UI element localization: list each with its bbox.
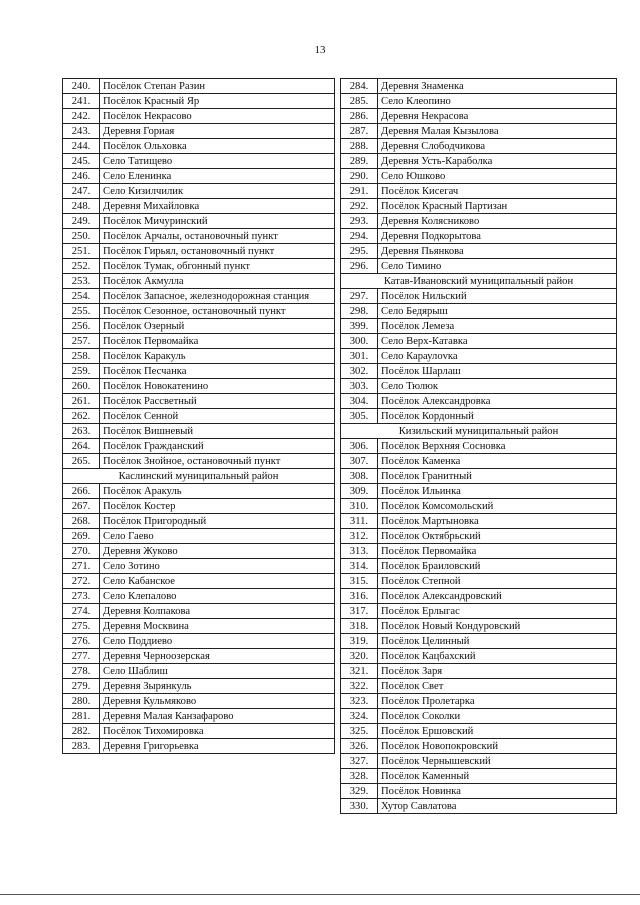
row-number: 246. xyxy=(63,169,100,184)
settlement-name: Посёлок Красный Яр xyxy=(100,94,335,109)
settlement-name: Деревня Михайловка xyxy=(100,199,335,214)
table-row xyxy=(341,364,617,379)
table-row xyxy=(341,529,617,544)
table-row xyxy=(63,544,335,559)
table-row xyxy=(63,664,335,679)
row-number: 261. xyxy=(63,394,100,409)
row-number: 326. xyxy=(341,739,378,754)
table-row xyxy=(63,649,335,664)
table-row xyxy=(63,139,335,154)
settlement-name: Посёлок Аракуль xyxy=(100,484,335,499)
row-number: 295. xyxy=(341,244,378,259)
row-number: 329. xyxy=(341,784,378,799)
table-row xyxy=(63,559,335,574)
row-number: 248. xyxy=(63,199,100,214)
table-row xyxy=(341,544,617,559)
row-number: 287. xyxy=(341,124,378,139)
settlement-name: Деревня Малая Кызылова xyxy=(378,124,617,139)
settlement-name: Деревня Колпакова xyxy=(100,604,335,619)
settlement-name: Посёлок Знойное, остановочный пункт xyxy=(100,454,335,469)
row-number: 244. xyxy=(63,139,100,154)
row-number: 321. xyxy=(341,664,378,679)
settlement-name: Деревня Черноозерская xyxy=(100,649,335,664)
row-number: 258. xyxy=(63,349,100,364)
settlement-name: Посёлок Сенной xyxy=(100,409,335,424)
row-number: 312. xyxy=(341,529,378,544)
settlement-name: Село Кабанское xyxy=(100,574,335,589)
table-row xyxy=(63,364,335,379)
row-number: 399. xyxy=(341,319,378,334)
settlement-name: Деревня Москвина xyxy=(100,619,335,634)
settlement-name: Деревня Гориая xyxy=(100,124,335,139)
row-number: 285. xyxy=(341,94,378,109)
row-number: 314. xyxy=(341,559,378,574)
settlement-name: Деревня Жуково xyxy=(100,544,335,559)
settlement-name: Село Поддиево xyxy=(100,634,335,649)
settlement-name: Посёлок Первомайка xyxy=(100,334,335,349)
settlements-table-right xyxy=(340,78,617,814)
table-row xyxy=(63,739,335,754)
table-row xyxy=(341,169,617,184)
row-number: 263. xyxy=(63,424,100,439)
settlement-name: Село Шаблиш xyxy=(100,664,335,679)
settlement-name: Посёлок Запасное, железнодорожная станция xyxy=(100,289,335,304)
table-row xyxy=(63,319,335,334)
row-number: 289. xyxy=(341,154,378,169)
row-number: 293. xyxy=(341,214,378,229)
row-number: 330. xyxy=(341,799,378,814)
settlement-name: Посёлок Новинка xyxy=(378,784,617,799)
settlement-name: Посёлок Александровский xyxy=(378,589,617,604)
settlement-name: Деревня Зырянкуль xyxy=(100,679,335,694)
settlement-name: Село Клепалово xyxy=(100,589,335,604)
row-number: 259. xyxy=(63,364,100,379)
row-number: 282. xyxy=(63,724,100,739)
table-row xyxy=(63,604,335,619)
settlement-name: Деревня Знаменка xyxy=(378,79,617,94)
settlement-name: Посёлок Новокатенино xyxy=(100,379,335,394)
row-number: 316. xyxy=(341,589,378,604)
row-number: 323. xyxy=(341,694,378,709)
settlement-name: Посёлок Гирьял, остановочный пункт xyxy=(100,244,335,259)
row-number: 297. xyxy=(341,289,378,304)
row-number: 311. xyxy=(341,514,378,529)
table-row xyxy=(63,109,335,124)
settlement-name: Село Кизилчилик xyxy=(100,184,335,199)
settlement-name: Посёлок Первомайка xyxy=(378,544,617,559)
settlement-name: Посёлок Лемеза xyxy=(378,319,617,334)
settlement-name: Посёлок Акмулла xyxy=(100,274,335,289)
settlement-name: Посёлок Сезонное, остановочный пункт xyxy=(100,304,335,319)
settlement-name: Село Юшково xyxy=(378,169,617,184)
row-number: 318. xyxy=(341,619,378,634)
row-number: 281. xyxy=(63,709,100,724)
settlement-name: Посёлок Степан Разин xyxy=(100,79,335,94)
settlement-name: Посёлок Новопокровский xyxy=(378,739,617,754)
settlement-name: Хутор Савлатова xyxy=(378,799,617,814)
settlement-name: Посёлок Браиловский xyxy=(378,559,617,574)
row-number: 313. xyxy=(341,544,378,559)
table-row xyxy=(341,469,617,484)
settlement-name: Посёлок Пролетарка xyxy=(378,694,617,709)
table-row xyxy=(341,79,617,94)
table-row xyxy=(341,604,617,619)
row-number: 283. xyxy=(63,739,100,754)
table-row xyxy=(341,574,617,589)
row-number: 322. xyxy=(341,679,378,694)
settlement-name: Посёлок Вишневый xyxy=(100,424,335,439)
settlement-name: Посёлок Гранитный xyxy=(378,469,617,484)
row-number: 315. xyxy=(341,574,378,589)
row-number: 296. xyxy=(341,259,378,274)
row-number: 267. xyxy=(63,499,100,514)
table-row xyxy=(63,499,335,514)
row-number: 307. xyxy=(341,454,378,469)
settlement-name: Посёлок Кацбахский xyxy=(378,649,617,664)
row-number: 251. xyxy=(63,244,100,259)
row-number: 268. xyxy=(63,514,100,529)
row-number: 291. xyxy=(341,184,378,199)
table-row xyxy=(341,634,617,649)
settlement-name: Деревня Усть-Караболка xyxy=(378,154,617,169)
table-row xyxy=(63,514,335,529)
table-row xyxy=(341,484,617,499)
table-row xyxy=(341,289,617,304)
row-number: 271. xyxy=(63,559,100,574)
footer-rule xyxy=(0,894,640,895)
row-number: 273. xyxy=(63,589,100,604)
row-number: 265. xyxy=(63,454,100,469)
row-number: 328. xyxy=(341,769,378,784)
table-row xyxy=(341,589,617,604)
settlement-name: Посёлок Песчанка xyxy=(100,364,335,379)
row-number: 319. xyxy=(341,634,378,649)
table-row xyxy=(63,169,335,184)
row-number: 305. xyxy=(341,409,378,424)
table-row xyxy=(63,199,335,214)
settlement-name: Село Еленинка xyxy=(100,169,335,184)
settlement-name: Посёлок Октябрьский xyxy=(378,529,617,544)
settlement-name: Посёлок Пригородный xyxy=(100,514,335,529)
table-row xyxy=(341,109,617,124)
table-row xyxy=(341,514,617,529)
row-number: 304. xyxy=(341,394,378,409)
row-number: 274. xyxy=(63,604,100,619)
table-row xyxy=(341,259,617,274)
settlement-name: Посёлок Целинный xyxy=(378,634,617,649)
table-row xyxy=(341,694,617,709)
settlement-name: Посёлок Верхняя Сосновка xyxy=(378,439,617,454)
row-number: 252. xyxy=(63,259,100,274)
row-number: 292. xyxy=(341,199,378,214)
table-row xyxy=(63,94,335,109)
settlement-name: Посёлок Тихомировка xyxy=(100,724,335,739)
settlement-name: Посёлок Каракуль xyxy=(100,349,335,364)
row-number: 286. xyxy=(341,109,378,124)
settlement-name: Посёлок Кордонный xyxy=(378,409,617,424)
settlement-name: Посёлок Ерлыгас xyxy=(378,604,617,619)
row-number: 275. xyxy=(63,619,100,634)
district-header: Катав-Ивановский муниципальный район xyxy=(341,274,617,289)
table-row xyxy=(341,184,617,199)
table-row xyxy=(63,304,335,319)
table-row xyxy=(63,589,335,604)
table-row xyxy=(63,454,335,469)
table-row xyxy=(341,739,617,754)
settlement-name: Деревня Пьянкова xyxy=(378,244,617,259)
table-row xyxy=(63,409,335,424)
settlement-name: Посёлок Некрасово xyxy=(100,109,335,124)
table-row xyxy=(63,79,335,94)
row-number: 277. xyxy=(63,649,100,664)
table-row xyxy=(63,724,335,739)
row-number: 256. xyxy=(63,319,100,334)
table-row xyxy=(341,784,617,799)
settlement-name: Село Гаево xyxy=(100,529,335,544)
table-row xyxy=(63,424,335,439)
row-number: 266. xyxy=(63,484,100,499)
row-number: 306. xyxy=(341,439,378,454)
table-row xyxy=(63,259,335,274)
table-row xyxy=(341,349,617,364)
row-number: 278. xyxy=(63,664,100,679)
settlement-name: Деревня Григорьевка xyxy=(100,739,335,754)
district-header: Каслинский муниципальный район xyxy=(63,469,335,484)
table-row xyxy=(63,214,335,229)
table-row xyxy=(341,154,617,169)
settlement-name: Посёлок Ильинка xyxy=(378,484,617,499)
table-row xyxy=(341,664,617,679)
settlement-name: Деревня Колясниково xyxy=(378,214,617,229)
table-row xyxy=(63,619,335,634)
row-number: 270. xyxy=(63,544,100,559)
table-row xyxy=(63,634,335,649)
settlement-name: Деревня Подкорытова xyxy=(378,229,617,244)
table-row xyxy=(63,184,335,199)
row-number: 290. xyxy=(341,169,378,184)
row-number: 303. xyxy=(341,379,378,394)
table-row xyxy=(341,94,617,109)
table-row xyxy=(63,154,335,169)
table-row xyxy=(341,394,617,409)
table-row xyxy=(63,574,335,589)
settlement-name: Посёлок Мартыновка xyxy=(378,514,617,529)
settlement-name: Посёлок Степной xyxy=(378,574,617,589)
row-number: 298. xyxy=(341,304,378,319)
district-header-row xyxy=(341,424,617,439)
row-number: 317. xyxy=(341,604,378,619)
row-number: 243. xyxy=(63,124,100,139)
settlement-name: Село Тимино xyxy=(378,259,617,274)
table-row xyxy=(63,124,335,139)
table-row xyxy=(341,199,617,214)
row-number: 264. xyxy=(63,439,100,454)
row-number: 242. xyxy=(63,109,100,124)
table-row xyxy=(341,334,617,349)
row-number: 300. xyxy=(341,334,378,349)
row-number: 254. xyxy=(63,289,100,304)
settlement-name: Село Тюлюк xyxy=(378,379,617,394)
table-row xyxy=(341,454,617,469)
district-header-row xyxy=(341,274,617,289)
row-number: 280. xyxy=(63,694,100,709)
settlement-name: Село Караулovка xyxy=(378,349,617,364)
row-number: 327. xyxy=(341,754,378,769)
table-row xyxy=(341,709,617,724)
table-row xyxy=(341,649,617,664)
table-row xyxy=(63,679,335,694)
table-row xyxy=(341,439,617,454)
row-number: 325. xyxy=(341,724,378,739)
settlement-name: Село Клеопино xyxy=(378,94,617,109)
settlement-name: Деревня Кульмяково xyxy=(100,694,335,709)
row-number: 279. xyxy=(63,679,100,694)
row-number: 320. xyxy=(341,649,378,664)
row-number: 324. xyxy=(341,709,378,724)
settlement-name: Село Татищево xyxy=(100,154,335,169)
table-row xyxy=(341,499,617,514)
settlement-name: Посёлок Свет xyxy=(378,679,617,694)
table-row xyxy=(341,619,617,634)
table-row xyxy=(341,319,617,334)
settlement-name: Посёлок Заря xyxy=(378,664,617,679)
table-row xyxy=(341,139,617,154)
settlement-name: Посёлок Кисегач xyxy=(378,184,617,199)
table-row xyxy=(341,679,617,694)
settlement-name: Деревня Малая Канзафарово xyxy=(100,709,335,724)
table-row xyxy=(341,244,617,259)
page-number: 13 xyxy=(314,44,326,56)
row-number: 247. xyxy=(63,184,100,199)
table-row xyxy=(341,124,617,139)
row-number: 288. xyxy=(341,139,378,154)
settlement-name: Посёлок Каменка xyxy=(378,454,617,469)
table-row xyxy=(63,709,335,724)
settlement-name: Посёлок Мичуринский xyxy=(100,214,335,229)
table-row xyxy=(341,769,617,784)
table-row xyxy=(63,334,335,349)
settlement-name: Посёлок Ершовский xyxy=(378,724,617,739)
district-header-row xyxy=(63,469,335,484)
table-row xyxy=(341,754,617,769)
table-row xyxy=(63,229,335,244)
settlement-name: Посёлок Красный Партизан xyxy=(378,199,617,214)
settlement-name: Деревня Некрасова xyxy=(378,109,617,124)
settlement-name: Посёлок Озерный xyxy=(100,319,335,334)
table-row xyxy=(63,694,335,709)
settlement-name: Деревня Слободчикова xyxy=(378,139,617,154)
table-row xyxy=(63,244,335,259)
settlement-name: Посёлок Ольховка xyxy=(100,139,335,154)
settlement-name: Посёлок Арчалы, остановочный пункт xyxy=(100,229,335,244)
row-number: 255. xyxy=(63,304,100,319)
row-number: 241. xyxy=(63,94,100,109)
table-row xyxy=(341,559,617,574)
settlement-name: Посёлок Комсомольский xyxy=(378,499,617,514)
settlement-name: Посёлок Чернышевский xyxy=(378,754,617,769)
row-number: 272. xyxy=(63,574,100,589)
settlement-name: Посёлок Костер xyxy=(100,499,335,514)
row-number: 253. xyxy=(63,274,100,289)
row-number: 276. xyxy=(63,634,100,649)
row-number: 301. xyxy=(341,349,378,364)
table-row xyxy=(341,229,617,244)
row-number: 309. xyxy=(341,484,378,499)
row-number: 310. xyxy=(341,499,378,514)
row-number: 257. xyxy=(63,334,100,349)
settlement-name: Посёлок Соколки xyxy=(378,709,617,724)
row-number: 262. xyxy=(63,409,100,424)
row-number: 245. xyxy=(63,154,100,169)
row-number: 250. xyxy=(63,229,100,244)
settlement-name: Посёлок Каменный xyxy=(378,769,617,784)
row-number: 269. xyxy=(63,529,100,544)
row-number: 249. xyxy=(63,214,100,229)
settlement-name: Посёлок Рассветный xyxy=(100,394,335,409)
settlement-name: Посёлок Александровка xyxy=(378,394,617,409)
table-row xyxy=(63,484,335,499)
settlement-name: Посёлок Новый Кондуровский xyxy=(378,619,617,634)
settlement-name: Посёлок Тумак, обгонный пункт xyxy=(100,259,335,274)
table-row xyxy=(341,214,617,229)
table-row xyxy=(63,529,335,544)
table-row xyxy=(341,379,617,394)
settlement-name: Посёлок Гражданский xyxy=(100,439,335,454)
row-number: 308. xyxy=(341,469,378,484)
settlement-name: Село Верх-Катавка xyxy=(378,334,617,349)
settlement-name: Посёлок Нильский xyxy=(378,289,617,304)
table-row xyxy=(341,304,617,319)
settlement-name: Село Бедярыш xyxy=(378,304,617,319)
table-row xyxy=(63,439,335,454)
table-row xyxy=(341,724,617,739)
row-number: 240. xyxy=(63,79,100,94)
row-number: 260. xyxy=(63,379,100,394)
settlements-table-left xyxy=(62,78,335,754)
row-number: 284. xyxy=(341,79,378,94)
table-row xyxy=(63,289,335,304)
row-number: 294. xyxy=(341,229,378,244)
table-row xyxy=(63,274,335,289)
table-row xyxy=(63,349,335,364)
settlement-name: Посёлок Шарлаш xyxy=(378,364,617,379)
settlement-name: Село Зотино xyxy=(100,559,335,574)
table-row xyxy=(63,379,335,394)
table-row xyxy=(63,394,335,409)
district-header: Кизильский муниципальный район xyxy=(341,424,617,439)
table-row xyxy=(341,799,617,814)
row-number: 302. xyxy=(341,364,378,379)
table-row xyxy=(341,409,617,424)
